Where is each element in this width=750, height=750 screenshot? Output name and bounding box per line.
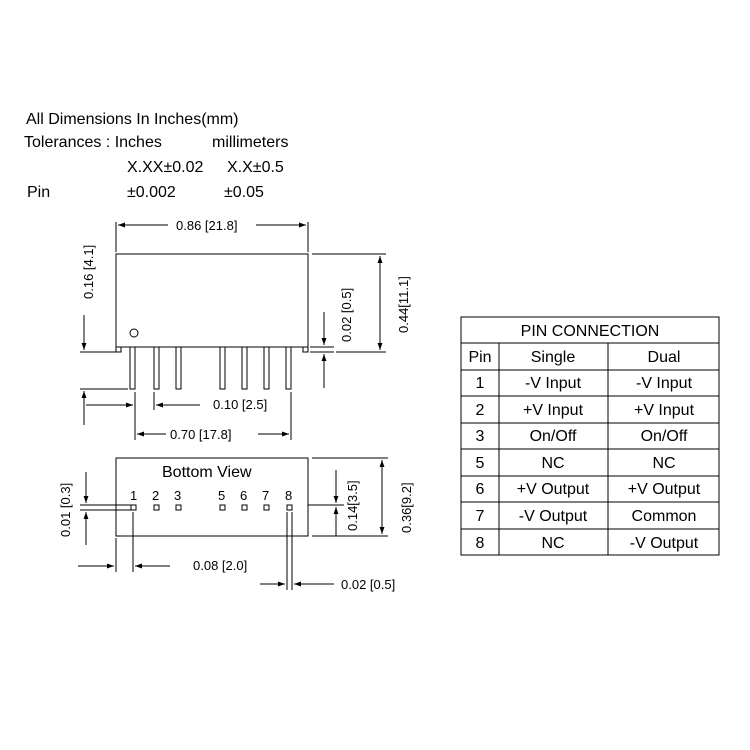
cell-dual: +V Input [633, 402, 695, 419]
pin-number: 8 [285, 488, 293, 503]
cell-dual: Common [631, 508, 697, 525]
side-pin [264, 347, 269, 389]
pin-pad [131, 505, 136, 510]
depth-dimension: 0.36[9.2] [399, 482, 414, 533]
standoff-left [116, 347, 121, 352]
cell-single: -V Input [524, 375, 582, 392]
pin-pad [154, 505, 159, 510]
pin1-offset-dimension: 0.08 [2.0] [193, 558, 248, 573]
table-row [476, 481, 701, 498]
header-single: Single [530, 349, 576, 366]
mm-tolerance: X.X±0.5 [227, 159, 284, 176]
cell-pin: 6 [475, 481, 485, 498]
pin-number: 7 [262, 488, 270, 503]
pin-number: 1 [130, 488, 138, 503]
pin-number: 2 [152, 488, 160, 503]
bottom-pin-numbers [130, 488, 292, 503]
pin-tolerance-label: Pin [27, 184, 51, 201]
cell-dual: -V Output [629, 535, 699, 552]
cell-single: -V Output [518, 508, 588, 525]
table-row [476, 428, 688, 445]
pin-pad [242, 505, 247, 510]
cell-single: NC [541, 535, 565, 552]
pin-mm-tolerance: ±0.05 [224, 184, 264, 201]
cell-dual: -V Input [635, 375, 693, 392]
pin-row-dimension: 0.14[3.5] [345, 480, 360, 531]
pin-number: 5 [218, 488, 226, 503]
tolerances-label: Tolerances : Inches [24, 134, 162, 151]
cell-single: +V Output [516, 481, 590, 498]
standoff-dimension: 0.16 [4.1] [81, 244, 96, 299]
cell-dual: NC [652, 455, 676, 472]
pin-number: 6 [240, 488, 248, 503]
side-pin [176, 347, 181, 389]
pin-inch-tolerance: ±0.002 [127, 184, 176, 201]
standoff-right [303, 347, 308, 352]
cell-dual: +V Output [627, 481, 701, 498]
pin-pad [176, 505, 181, 510]
cell-single: +V Input [522, 402, 584, 419]
header-dual: Dual [647, 349, 681, 366]
cell-pin: 5 [475, 455, 485, 472]
side-pin [220, 347, 225, 389]
table-row [476, 402, 695, 419]
table-row [476, 535, 699, 552]
pin-span-dimension: 0.70 [17.8] [170, 427, 232, 442]
table-row [476, 375, 693, 392]
pin-pad [287, 505, 292, 510]
cell-pin: 1 [475, 375, 485, 392]
height-dimension: 0.44[11.1] [396, 276, 411, 333]
pin-pitch-dimension: 0.10 [2.5] [213, 397, 268, 412]
cell-pin: 8 [475, 535, 485, 552]
side-pin [286, 347, 291, 389]
millimeters-label: millimeters [212, 134, 289, 151]
pin-pad [220, 505, 225, 510]
cell-pin: 2 [475, 402, 485, 419]
pin1-marker [130, 329, 138, 337]
cell-pin: 7 [475, 508, 485, 525]
bottom-offset-dimension: 0.01 [0.3] [58, 482, 73, 537]
cell-single: On/Off [529, 428, 577, 445]
side-pin [242, 347, 247, 389]
side-pin [130, 347, 135, 389]
bottom-pin-pads [131, 505, 292, 510]
pin-thickness-dimension: 0.02 [0.5] [339, 287, 354, 342]
bottom-view-title: Bottom View [162, 464, 252, 481]
pin-width-dimension: 0.02 [0.5] [341, 577, 396, 592]
pin-number: 3 [174, 488, 182, 503]
side-pin [154, 347, 159, 389]
cell-dual: On/Off [640, 428, 688, 445]
tolerance-header [24, 111, 288, 201]
table-title: PIN CONNECTION [520, 323, 660, 340]
cell-pin: 3 [475, 428, 485, 445]
pin-connection-table [461, 317, 719, 555]
header-pin: Pin [468, 349, 492, 366]
module-body [116, 254, 308, 347]
side-pins [130, 347, 291, 389]
pin-pad [264, 505, 269, 510]
table-row [476, 455, 676, 472]
table-row [476, 508, 697, 525]
cell-single: NC [541, 455, 565, 472]
inch-tolerance: X.XX±0.02 [127, 159, 204, 176]
units-note: All Dimensions In Inches(mm) [26, 111, 239, 128]
width-dimension: 0.86 [21.8] [176, 218, 238, 233]
